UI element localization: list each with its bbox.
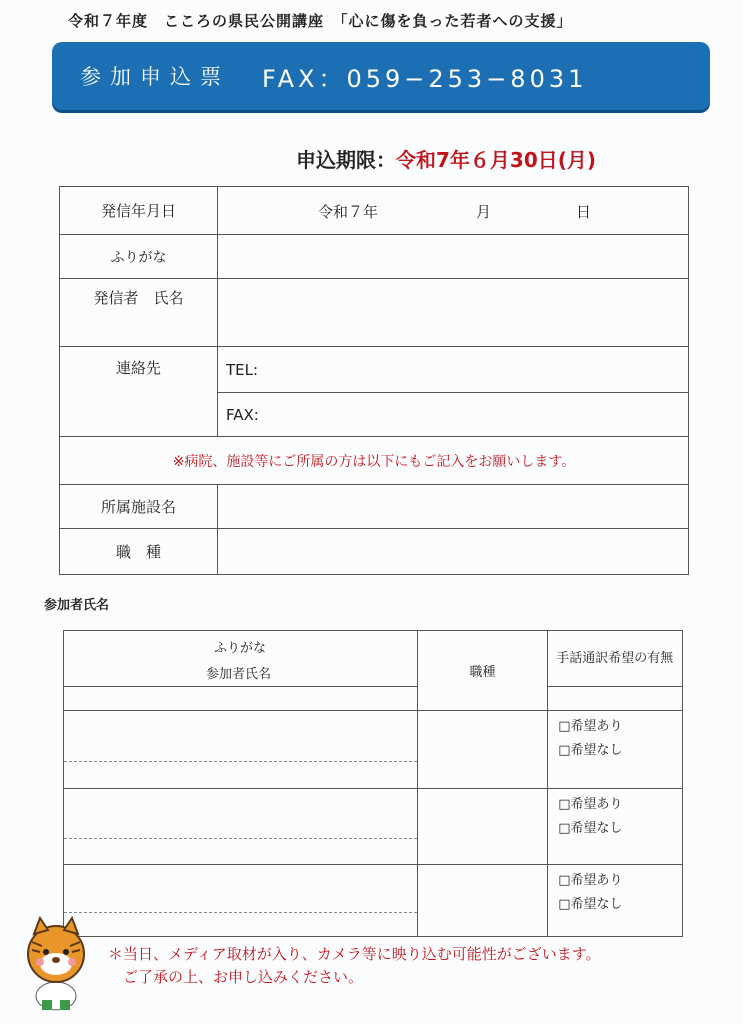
col-name: 参加者氏名 <box>206 667 272 682</box>
participant-3-sign-no[interactable]: □希望なし <box>558 897 623 912</box>
date-month: 月 <box>476 203 492 221</box>
participant-3-sign <box>548 865 683 937</box>
page-header: 令和７年度 こころの県民公開講座 「心に傷を負った若者への支援」 <box>68 12 573 30</box>
participant-1-name[interactable] <box>64 711 418 789</box>
furigana-label: ふりがな <box>60 235 218 279</box>
sign-header-spacer <box>548 687 683 711</box>
participant-1-sign-yes[interactable]: □希望あり <box>558 719 623 734</box>
sender-form-table <box>59 186 689 575</box>
col-furigana: ふりがな <box>214 641 267 656</box>
participants-section-label: 参加者氏名 <box>44 598 110 613</box>
facility-note: ※病院、施設等にご所属の方は以下にもご記入をお願いします。 <box>60 437 689 485</box>
contact-label: 連絡先 <box>60 347 218 437</box>
facility-label: 所属施設名 <box>60 485 218 529</box>
participant-2-sign-yes[interactable]: □希望あり <box>558 797 623 812</box>
deadline <box>296 144 596 173</box>
participant-2-name[interactable] <box>64 789 418 865</box>
occupation-field[interactable] <box>218 529 689 575</box>
sender-name-label: 発信者 氏名 <box>60 279 218 347</box>
fax-field[interactable] <box>218 393 689 437</box>
participant-2-sign-no[interactable]: □希望なし <box>558 821 623 836</box>
tiger-mascot-image <box>22 916 90 1012</box>
date-label: 発信年月日 <box>60 187 218 235</box>
tel-label: TEL: <box>226 360 259 379</box>
form-title: 参加申込票 <box>80 65 230 89</box>
col-sign-language: 手話通訳希望の有無 <box>548 631 683 687</box>
participant-2-sign <box>548 789 683 865</box>
participant-1-sign <box>548 711 683 789</box>
fax-number: FAX：059−253−8031 <box>262 64 588 93</box>
sender-name-field[interactable] <box>218 279 689 347</box>
date-day: 日 <box>576 203 592 221</box>
col-occupation: 職種 <box>417 631 548 711</box>
participant-header-spacer <box>64 687 418 711</box>
participant-3-name[interactable] <box>64 865 418 937</box>
participant-2-occupation[interactable] <box>417 789 548 865</box>
occupation-label: 職 種 <box>60 529 218 575</box>
furigana-field[interactable] <box>218 235 689 279</box>
date-era: 令和７年 <box>318 203 379 221</box>
participant-1-occupation[interactable] <box>417 711 548 789</box>
fax-label: FAX: <box>226 405 259 424</box>
media-notice-line1: ＊当日、メディア取材が入り、カメラ等に映り込む可能性がございます。 <box>108 945 601 963</box>
participant-3-occupation[interactable] <box>417 865 548 937</box>
participant-header-cell <box>64 631 418 687</box>
participants-table <box>63 630 683 937</box>
participant-3-sign-yes[interactable]: □希望あり <box>558 873 623 888</box>
facility-field[interactable] <box>218 485 689 529</box>
media-notice-line2: ご了承の上、お申し込みください。 <box>123 968 364 986</box>
form-title-banner <box>52 42 710 110</box>
deadline-label: 申込期限： <box>296 148 396 172</box>
deadline-date: 令和7年６月30日(月) <box>396 148 597 172</box>
participant-1-sign-no[interactable]: □希望なし <box>558 743 623 758</box>
date-field[interactable] <box>218 187 689 235</box>
tel-field[interactable] <box>218 347 689 393</box>
media-notice <box>108 943 601 989</box>
